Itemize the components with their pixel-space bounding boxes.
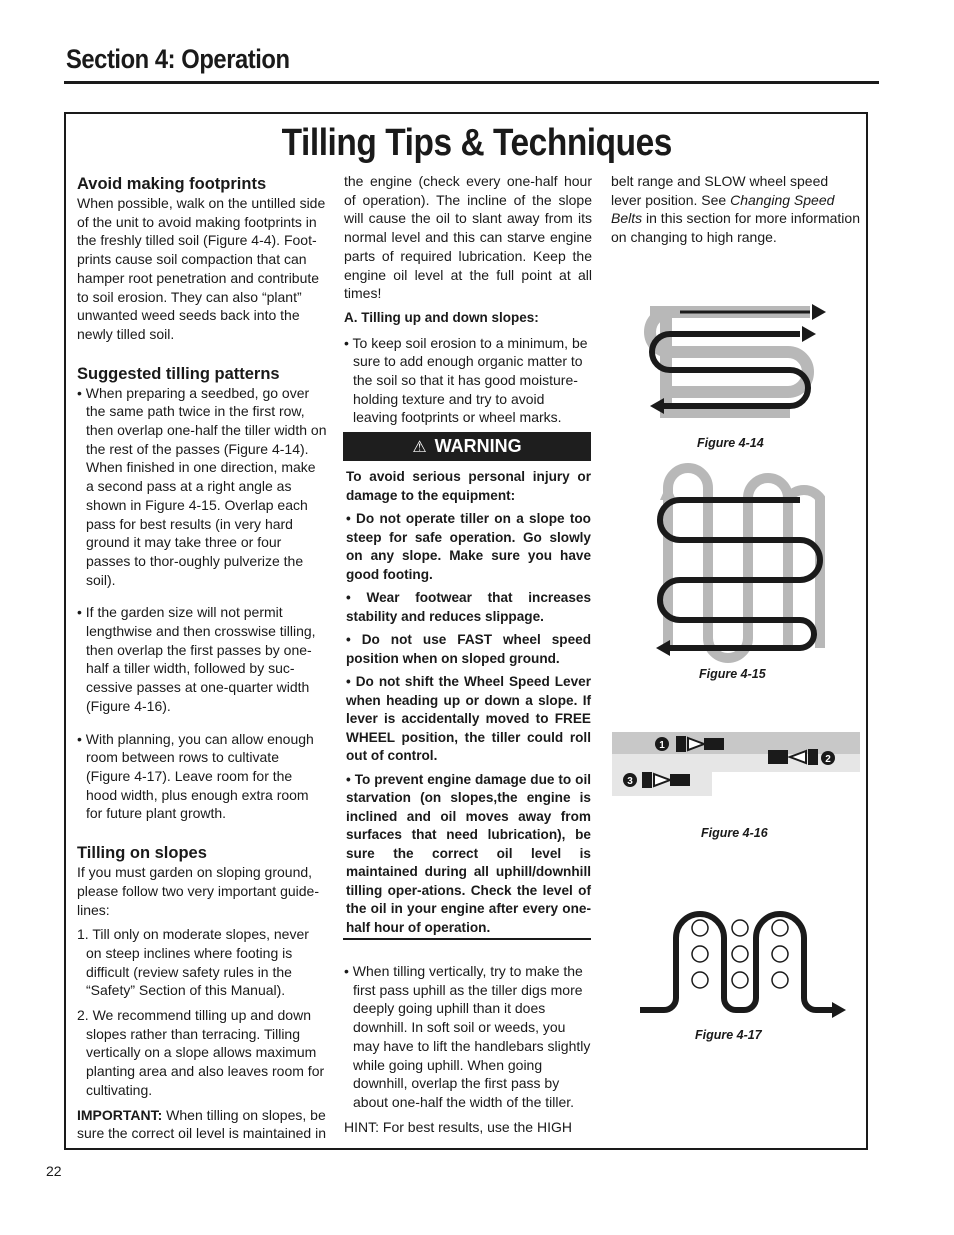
figure-4-14-caption: Figure 4-14 — [697, 436, 764, 450]
warning-item-oil: • To prevent engine damage due to oil starvation (on slopes,the engine is inclined and oil moves away from surfaces that need lubrication), be sure the correct oil level is maintained during all uphill/downhill tilling oper-ations. Check the level of the oil in your engine after every one-half hour of operation. — [346, 771, 591, 935]
important-text: When tilling on slopes, be sure the correct oil level is maintained in — [77, 1106, 327, 1142]
hint-text: HINT: For best results, use the HIGH — [344, 1118, 572, 1135]
figure-4-14-diagram — [640, 298, 830, 428]
bullet-seedbed: • When preparing a seedbed, go over the same path twice in the first row, then overlap one-half the tiller width on the rest of the passes (Figure 4-14). When finished in one direction, make a second pass at a right angle as shown in Figure 4-15. Overlap each pass for best results (in very hard ground it may take three or four passes to thor-oughly pulverize the soil). — [77, 384, 327, 588]
heading-tilling-slopes: Tilling on slopes — [77, 844, 207, 863]
column-1 — [77, 174, 327, 1143]
heading-tilling-patterns: Suggested tilling patterns — [77, 364, 280, 383]
important-label: IMPORTANT: — [77, 1106, 163, 1123]
page-number: 22 — [46, 1163, 62, 1179]
figure-4-17-caption: Figure 4-17 — [695, 1028, 762, 1042]
figure-4-16-marker-1: 1 — [659, 740, 665, 751]
warning-label: WARNING — [434, 436, 522, 456]
bullet-planning: • With planning, you can allow enough room between rows to cultivate (Figure 4-17). Leave room for the hood width, plus enough extra room for future plant growth. — [77, 730, 314, 822]
paragraph-belt-range — [611, 172, 861, 247]
bullet-garden-size: • If the garden size will not permit lengthwise and then crosswise tilling, then overlap the first passes by one-half a tiller width, followed by suc-cessive passes at one-quarter width (Figure 4-16). — [77, 604, 316, 714]
warning-body — [346, 468, 591, 942]
heading-avoid-footprints: Avoid making footprints — [77, 175, 267, 193]
figure-4-15-diagram — [650, 478, 830, 658]
belt-text-a: belt range and SLOW wheel speed lever position. See — [611, 173, 829, 208]
paragraph-slopes-intro: If you must garden on sloping ground, please follow two very important guide-lines: — [77, 864, 320, 918]
warning-banner — [343, 432, 591, 461]
figure-4-15-caption: Figure 4-15 — [699, 667, 766, 681]
bullet-vertical-tilling: • When tilling vertically, try to make the first pass uphill as the tiller digs more deeply going uphill than it does downhill. In soft soil or weeds, you may have to lift the handlebars slightly while going uphill. When going downhill, overlap the first pass by about one-half the width of the tiller. — [344, 963, 591, 1110]
column-2 — [344, 172, 592, 427]
figure-4-17-diagram — [636, 898, 846, 1018]
plant-icons — [692, 920, 788, 988]
page-title — [0, 122, 954, 165]
important-note — [77, 1106, 327, 1143]
bullet-soil-erosion: • To keep soil erosion to a minimum, be sure to add enough organic matter to the soil so that it has good moisture-holding texture and try to avoid leaving footprints or wheel marks. — [344, 334, 588, 426]
figure-4-16-diagram — [612, 732, 860, 798]
warning-item-steep: • Do not operate tiller on a slope too steep for safe operation. Go slowly on any slope. Make sure you have good footing. — [346, 511, 591, 582]
belt-text-b: in this section for more information on changing to high range. — [611, 210, 860, 246]
figure-4-16-marker-2: 2 — [825, 754, 831, 765]
warning-triangle-icon: ⚠ — [412, 439, 427, 456]
section-divider — [64, 81, 879, 84]
belt-link-italic: Changing Speed Belts — [611, 191, 835, 227]
warning-intro: To avoid serious personal injury or damage to the equipment: — [346, 469, 591, 503]
numbered-item-1: 1. Till only on moderate slopes, never on steep inclines where footing is difficult (review safety rules in the “Safety” Section of this Manual). — [77, 926, 309, 999]
paragraph-footprints: When possible, walk on the untilled side of the unit to avoid making footprints in the freshly tilled soil (Figure 4-4). Foot-prints cause soil compaction that can hamper root penetration and contribute to soil erosion. They can also “plant” unwanted weed seeds back into the newly tilled soil. — [77, 195, 326, 342]
warning-item-fast-speed: • Do not use FAST wheel speed position when on sloped ground. — [346, 632, 591, 666]
warning-item-footwear: • Wear footwear that increases stability and reduces slippage. — [346, 590, 591, 624]
figure-4-16-caption: Figure 4-16 — [701, 826, 768, 840]
column-3 — [611, 172, 861, 247]
figure-4-16-marker-3: 3 — [627, 776, 633, 787]
column-2-bottom — [344, 962, 592, 1136]
warning-item-shift-lever: • Do not shift the Wheel Speed Lever when heading up or down a slope. If lever is accidentally moved to FREE WHEEL position, the tiller could roll out of control. — [346, 674, 591, 763]
paragraph-oil-slant: the engine (check every one-half hour of operation). The incline of the slope will cause the oil to slant away from its normal level and this can starve engine parts of required lubrication. Keep the engine oil level at the full point at all times! — [344, 173, 592, 302]
page-title-text: Tilling Tips & Techniques — [281, 122, 673, 164]
numbered-item-2: 2. We recommend tilling up and down slopes rather than terracing. Tilling vertically on a slope allows maximum planting area and also leaves room for cultivating. — [77, 1007, 325, 1098]
warning-bottom-rule — [343, 938, 591, 940]
subheading-up-down-slopes: A. Tilling up and down slopes: — [344, 309, 539, 325]
section-title: Section 4: Operation — [66, 44, 290, 74]
